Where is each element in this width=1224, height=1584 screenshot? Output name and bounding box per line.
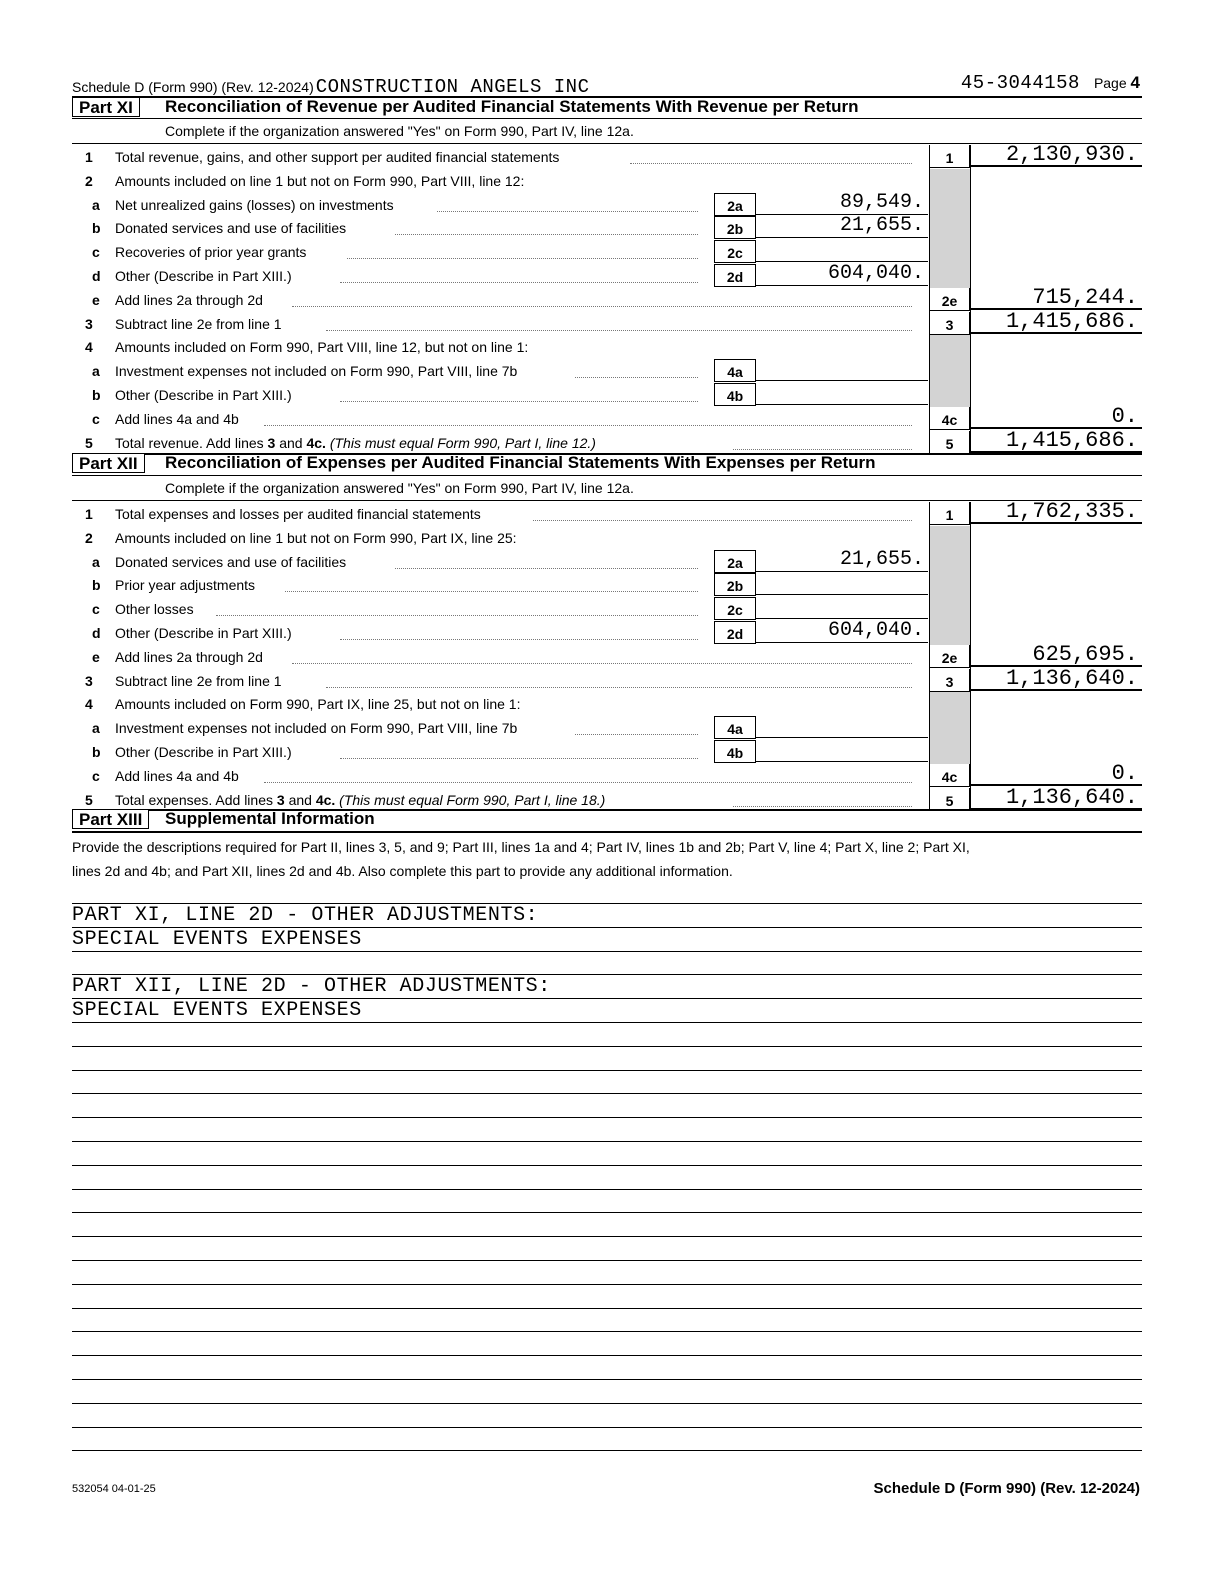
box-label-2d: 2d — [714, 621, 756, 644]
line-label: Amounts included on line 1 but not on Form 990, Part IX, line 25: — [115, 529, 517, 546]
dot-leader — [326, 316, 912, 331]
amount-2e[interactable]: 625,695. — [970, 644, 1142, 667]
line-number: 4 — [85, 339, 93, 356]
line-label: Add lines 2a through 2d — [115, 291, 263, 308]
dot-leader — [340, 744, 698, 759]
writing-line — [72, 1189, 1142, 1190]
part-xi-line-2 — [72, 169, 1142, 193]
dot-leader — [216, 601, 698, 616]
shaded-cell — [929, 359, 970, 383]
organization-name: CONSTRUCTION ANGELS INC — [315, 76, 590, 98]
box-label-2c: 2c — [714, 240, 756, 263]
writing-line — [72, 1379, 1142, 1380]
amount-2a[interactable]: 21,655. — [756, 549, 928, 572]
line-letter: b — [92, 220, 101, 237]
column-rule — [929, 145, 930, 454]
page-number: 4 — [1130, 73, 1140, 92]
part-xii-title: Reconciliation of Expenses per Audited Financial Statements With Expenses per Return — [165, 453, 876, 472]
box-label-2b: 2b — [714, 216, 756, 239]
line-letter: a — [92, 363, 100, 380]
dot-leader — [292, 292, 912, 307]
line-label-bold: 3 — [276, 791, 285, 808]
line-letter: c — [92, 244, 100, 261]
writing-line — [72, 1093, 1142, 1094]
box-label-1: 1 — [929, 145, 970, 168]
amount-4c[interactable]: 0. — [970, 406, 1142, 429]
line-label: Add lines 4a and 4b — [115, 767, 239, 784]
line-number: 5 — [85, 434, 93, 451]
box-label-3: 3 — [929, 312, 970, 335]
supplemental-text-line: PART XI, LINE 2D - OTHER ADJUSTMENTS: — [72, 904, 539, 927]
line-number: 3 — [85, 315, 93, 332]
shaded-cell — [929, 216, 970, 240]
line-label: Donated services and use of facilities — [115, 220, 347, 237]
amount-1[interactable]: 1,762,335. — [970, 501, 1142, 524]
line-letter: c — [92, 767, 100, 784]
writing-line — [72, 1165, 1142, 1166]
dot-leader — [630, 149, 912, 164]
dot-leader — [533, 506, 912, 521]
dot-leader — [437, 197, 698, 212]
part-xi-tag: Part XI — [72, 97, 140, 117]
part-xiii-title: Supplemental Information — [165, 809, 375, 828]
shaded-cell — [929, 621, 970, 645]
dot-leader — [340, 387, 698, 402]
line-label: Total revenue, gains, and other support per audited financial statements — [115, 149, 560, 165]
part-xi-instruction: Complete if the organization answered "Yes" on Form 990, Part IV, line 12a. — [165, 123, 634, 139]
line-label-bold: 4c. — [306, 434, 326, 451]
column-rule — [929, 502, 930, 811]
amount-2d[interactable]: 604,040. — [756, 620, 928, 643]
box-label-4c: 4c — [929, 764, 970, 787]
amount-2c[interactable] — [756, 596, 928, 619]
amount-4b[interactable] — [756, 739, 928, 762]
box-label-4b: 4b — [714, 383, 756, 406]
writing-line — [72, 1331, 1142, 1332]
line-label-text: and — [284, 791, 316, 808]
shaded-cell — [929, 193, 970, 217]
line-label-text: Total expenses. Add lines — [115, 791, 277, 808]
page-header-right — [961, 72, 1140, 94]
amount-2e[interactable]: 715,244. — [970, 287, 1142, 310]
line-number: 3 — [85, 672, 93, 689]
box-label-2a: 2a — [714, 550, 756, 573]
supplemental-text-line: SPECIAL EVENTS EXPENSES — [72, 927, 362, 951]
line-letter: a — [92, 196, 100, 213]
line-label: Amounts included on line 1 but not on Form 990, Part VIII, line 12: — [115, 172, 525, 189]
dot-leader — [347, 244, 698, 259]
line-letter: d — [92, 268, 101, 284]
line-label: Other (Describe in Part XIII.) — [115, 387, 292, 403]
line-number: 1 — [85, 506, 93, 522]
line-label: Other (Describe in Part XIII.) — [115, 268, 292, 284]
dot-leader — [326, 673, 912, 688]
writing-line — [72, 1284, 1142, 1285]
line-number: 4 — [85, 696, 93, 713]
line-letter: d — [92, 625, 101, 641]
writing-line — [72, 1403, 1142, 1404]
line-label: Net unrealized gains (losses) on investments — [115, 196, 394, 213]
shaded-cell — [929, 526, 970, 550]
box-label-2d: 2d — [714, 264, 756, 287]
dot-leader — [285, 577, 698, 592]
supplemental-text-line: PART XII, LINE 2D - OTHER ADJUSTMENTS: — [72, 975, 551, 999]
writing-line — [72, 1236, 1142, 1237]
amount-3[interactable]: 1,415,686. — [970, 311, 1142, 334]
line-letter: e — [92, 291, 100, 308]
dot-leader — [395, 554, 698, 569]
line-letter: b — [92, 744, 101, 760]
writing-line — [72, 1117, 1142, 1118]
dot-leader — [340, 625, 698, 640]
amount-5[interactable]: 1,136,640. — [970, 787, 1142, 810]
shaded-cell — [929, 335, 970, 359]
amount-1[interactable]: 2,130,930. — [970, 144, 1142, 167]
dot-leader — [395, 220, 698, 235]
column-rule — [970, 502, 971, 811]
part-xii-instruction: Complete if the organization answered "Yes" on Form 990, Part IV, line 12a. — [165, 480, 634, 496]
amount-2a[interactable]: 89,549. — [756, 192, 928, 215]
writing-line — [72, 1308, 1142, 1309]
amount-3[interactable]: 1,136,640. — [970, 668, 1142, 691]
box-label-5: 5 — [929, 431, 970, 454]
line-label: Other (Describe in Part XIII.) — [115, 744, 292, 760]
line-label: Other (Describe in Part XIII.) — [115, 625, 292, 641]
line-letter: a — [92, 720, 100, 737]
line-label: Investment expenses not included on Form 990, Part VIII, line 7b — [115, 720, 518, 737]
part-xi-title: Reconciliation of Revenue per Audited Financial Statements With Revenue per Return — [165, 97, 859, 116]
dot-leader — [733, 435, 912, 450]
line-number: 2 — [85, 172, 93, 189]
shaded-cell — [929, 716, 970, 740]
shaded-cell — [929, 383, 970, 407]
line-letter: c — [92, 601, 100, 618]
part-xiii-tag: Part XIII — [72, 809, 149, 829]
amount-2b[interactable] — [756, 572, 928, 595]
shaded-cell — [929, 740, 970, 764]
line-label-text: Total revenue. Add lines — [115, 434, 268, 451]
box-label-4b: 4b — [714, 740, 756, 763]
line-label-note: (This must equal Form 990, Part I, line 18.) — [335, 791, 606, 808]
box-label-4a: 4a — [714, 716, 756, 739]
line-label: Add lines 4a and 4b — [115, 410, 239, 427]
shaded-cell — [929, 169, 970, 193]
dot-leader — [575, 363, 698, 378]
line-letter: b — [92, 387, 101, 403]
amount-4a[interactable] — [756, 358, 928, 381]
writing-line — [72, 1141, 1142, 1142]
line-label-bold: 3 — [267, 434, 276, 451]
line-label: Recoveries of prior year grants — [115, 244, 307, 261]
writing-line — [72, 951, 1142, 952]
shaded-cell — [929, 550, 970, 574]
writing-line — [72, 1355, 1142, 1356]
amount-4c[interactable]: 0. — [970, 763, 1142, 786]
footer-code: 532054 04-01-25 — [72, 1483, 156, 1495]
part-xiii-title-rule — [72, 831, 1142, 833]
column-rule — [970, 145, 971, 454]
amount-2d[interactable]: 604,040. — [756, 263, 928, 286]
amount-2b[interactable]: 21,655. — [756, 215, 928, 238]
line-label — [115, 435, 596, 451]
writing-line — [72, 1022, 1142, 1023]
line-letter: b — [92, 577, 101, 594]
box-label-4a: 4a — [714, 359, 756, 382]
box-label-4c: 4c — [929, 407, 970, 430]
writing-line — [72, 1070, 1142, 1071]
line-label-bold: 4c. — [315, 791, 336, 808]
shaded-cell — [929, 692, 970, 716]
line-label: Other losses — [115, 601, 194, 618]
dot-leader — [340, 268, 698, 283]
page-label: Page — [1093, 75, 1127, 91]
line-label: Subtract line 2e from line 1 — [115, 315, 282, 332]
dot-leader — [733, 792, 912, 807]
dot-leader — [264, 411, 912, 426]
box-label-2e: 2e — [929, 288, 970, 311]
part-xii-line-2 — [72, 526, 1142, 550]
amount-2c[interactable] — [756, 239, 928, 262]
line-number: 1 — [85, 149, 93, 165]
line-number: 5 — [85, 791, 93, 808]
shaded-cell — [929, 573, 970, 597]
ein: 45-3044158 — [960, 72, 1080, 94]
part-xii-tag: Part XII — [72, 453, 145, 473]
form-header — [72, 76, 589, 98]
writing-line — [72, 1427, 1142, 1428]
shaded-cell — [929, 597, 970, 621]
amount-5[interactable]: 1,415,686. — [970, 430, 1142, 453]
line-label: Investment expenses not included on Form 990, Part VIII, line 7b — [115, 363, 518, 380]
writing-line — [72, 1260, 1142, 1261]
part-xiii-instruction-line-2: lines 2d and 4b; and Part XII, lines 2d and 4b. Also complete this part to provide any additional information. — [72, 863, 733, 879]
part-xii-title-rule — [72, 475, 1142, 476]
box-label-2b: 2b — [714, 573, 756, 596]
line-letter: a — [92, 553, 100, 570]
line-letter: e — [92, 648, 100, 665]
line-label: Amounts included on Form 990, Part VIII, line 12, but not on line 1: — [115, 339, 529, 356]
part-xiii-instruction-line-1: Provide the descriptions required for Part II, lines 3, 5, and 9; Part III, lines 1a and 4; Part IV, lines 1b and 2b; Part V, line 4; Part X, line 2; Part XI, — [72, 839, 970, 855]
supplemental-text-line: SPECIAL EVENTS EXPENSES — [72, 999, 362, 1023]
line-label — [115, 792, 605, 808]
part-xii-line-4 — [72, 692, 1142, 716]
box-label-2c: 2c — [714, 597, 756, 620]
line-label: Amounts included on Form 990, Part IX, line 25, but not on line 1: — [115, 696, 521, 713]
part-xi-title-rule — [72, 118, 1142, 119]
box-label-2e: 2e — [929, 645, 970, 668]
dot-leader — [264, 768, 912, 783]
box-label-1: 1 — [929, 502, 970, 525]
line-label: Donated services and use of facilities — [115, 553, 347, 570]
box-label-3: 3 — [929, 669, 970, 692]
form-title: Schedule D (Form 990) (Rev. 12-2024) — [72, 79, 314, 95]
part-xi-line-4 — [72, 335, 1142, 359]
footer-form-reference: Schedule D (Form 990) (Rev. 12-2024) — [873, 1480, 1140, 1497]
line-label-note: (This must equal Form 990, Part I, line 12.) — [325, 434, 596, 451]
line-label: Prior year adjustments — [115, 577, 256, 594]
line-label: Subtract line 2e from line 1 — [115, 672, 282, 689]
writing-line — [72, 1046, 1142, 1047]
shaded-cell — [929, 264, 970, 288]
amount-4a[interactable] — [756, 715, 928, 738]
line-letter: c — [92, 410, 100, 427]
dot-leader — [292, 649, 912, 664]
line-label: Add lines 2a through 2d — [115, 648, 263, 665]
line-label-text: and — [275, 434, 307, 451]
shaded-cell — [929, 240, 970, 264]
amount-4b[interactable] — [756, 382, 928, 405]
box-label-5: 5 — [929, 788, 970, 811]
dot-leader — [575, 720, 698, 735]
writing-line — [72, 1212, 1142, 1213]
line-number: 2 — [85, 529, 93, 546]
line-label: Total expenses and losses per audited financial statements — [115, 506, 481, 522]
box-label-2a: 2a — [714, 193, 756, 216]
writing-line — [72, 1450, 1142, 1451]
